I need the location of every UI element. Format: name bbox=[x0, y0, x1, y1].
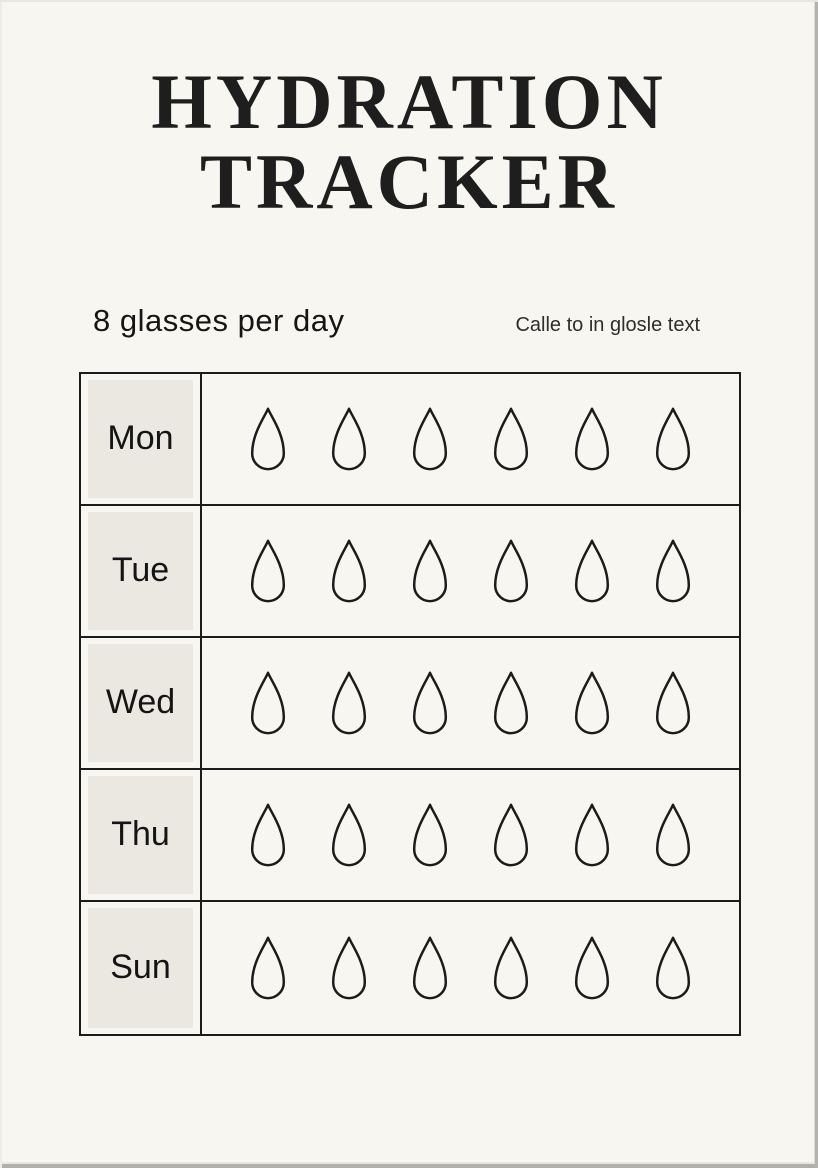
water-drop-icon bbox=[407, 537, 453, 605]
table-row bbox=[81, 506, 739, 638]
day-label: Wed bbox=[88, 644, 193, 762]
water-drop-icon bbox=[245, 801, 291, 869]
drops-cell bbox=[202, 902, 739, 1034]
drops-cell bbox=[202, 770, 739, 900]
water-drop-icon bbox=[245, 405, 291, 473]
table-row bbox=[81, 638, 739, 770]
water-drop-icon bbox=[245, 934, 291, 1002]
water-drop-icon bbox=[326, 669, 372, 737]
water-drop-icon bbox=[488, 801, 534, 869]
day-label-cell bbox=[81, 638, 202, 768]
water-drop-icon bbox=[650, 934, 696, 1002]
water-drop-icon bbox=[245, 537, 291, 605]
water-drop-icon bbox=[569, 405, 615, 473]
water-drop-icon bbox=[488, 537, 534, 605]
table-row bbox=[81, 770, 739, 902]
day-label-cell bbox=[81, 770, 202, 900]
page-title: HYDRATION TRACKER bbox=[151, 58, 667, 226]
day-label: Sun bbox=[88, 908, 193, 1028]
day-label: Mon bbox=[88, 380, 193, 498]
water-drop-icon bbox=[326, 801, 372, 869]
table-row bbox=[81, 902, 739, 1034]
water-drop-icon bbox=[569, 934, 615, 1002]
water-drop-icon bbox=[326, 537, 372, 605]
water-drop-icon bbox=[488, 405, 534, 473]
water-drop-icon bbox=[569, 537, 615, 605]
water-drop-icon bbox=[650, 801, 696, 869]
goal-text: 8 glasses per day bbox=[93, 302, 345, 338]
water-drop-icon bbox=[488, 669, 534, 737]
subheader bbox=[0, 303, 818, 339]
water-drop-icon bbox=[245, 669, 291, 737]
water-drop-icon bbox=[569, 801, 615, 869]
drops-cell bbox=[202, 506, 739, 636]
table-row bbox=[81, 374, 739, 506]
water-drop-icon bbox=[407, 669, 453, 737]
day-label-cell bbox=[81, 902, 202, 1034]
day-label-cell bbox=[81, 506, 202, 636]
day-label: Tue bbox=[88, 512, 193, 630]
water-drop-icon bbox=[407, 934, 453, 1002]
drops-cell bbox=[202, 638, 739, 768]
water-drop-icon bbox=[326, 934, 372, 1002]
tracker-table bbox=[79, 372, 741, 1036]
water-drop-icon bbox=[569, 669, 615, 737]
water-drop-icon bbox=[407, 801, 453, 869]
water-drop-icon bbox=[650, 405, 696, 473]
day-label-cell bbox=[81, 374, 202, 504]
water-drop-icon bbox=[326, 405, 372, 473]
note-text: Calle to in glosle text bbox=[515, 313, 700, 336]
water-drop-icon bbox=[650, 669, 696, 737]
water-drop-icon bbox=[407, 405, 453, 473]
water-drop-icon bbox=[488, 934, 534, 1002]
water-drop-icon bbox=[650, 537, 696, 605]
day-label: Thu bbox=[88, 776, 193, 894]
drops-cell bbox=[202, 374, 739, 504]
